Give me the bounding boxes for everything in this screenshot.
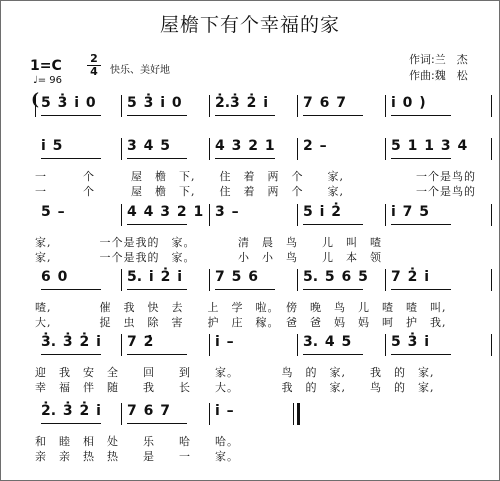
measure-notes: 5 i 2̇ [303, 204, 342, 220]
notation-row [1, 403, 499, 467]
lyric-line: 和 睦 相 处 乐 哈 哈。 [35, 435, 239, 448]
beam-underline [215, 289, 275, 290]
meter-bottom: 4 [90, 65, 98, 78]
beam-underline [41, 354, 101, 355]
measure-notes: i – [215, 403, 234, 419]
intro-bracket: ( [31, 90, 40, 110]
measure-notes: i 7 5 [391, 204, 430, 220]
measure-notes: 5. i 2̇ i [127, 269, 183, 285]
bar-line [297, 334, 298, 356]
bar-line [209, 403, 210, 425]
bar-line [121, 403, 122, 425]
beam-underline [303, 289, 363, 290]
beam-underline [41, 115, 101, 116]
bar-line [297, 204, 298, 226]
lyricist-credit: 作词:兰 杰 [409, 53, 468, 66]
bar-line [121, 95, 122, 117]
measure-notes: 5 – [41, 204, 65, 220]
bar-line [385, 334, 386, 356]
measure-notes: 7 5 6 [215, 269, 258, 285]
measure-notes: 5 3̇ i 0 [127, 95, 182, 111]
beam-underline [41, 158, 101, 159]
beam-underline [215, 158, 275, 159]
bar-line [209, 204, 210, 226]
measure-notes: 3 – [215, 204, 239, 220]
measure-notes: 7 6 7 [127, 403, 170, 419]
time-signature [87, 53, 101, 77]
measure-notes: i 5 [41, 138, 63, 154]
final-bar-line-thin [293, 403, 294, 425]
measure-notes: 5. 5 6 5 [303, 269, 368, 285]
bar-line [297, 269, 298, 291]
measure-notes: 4 4 3 2 1 [127, 204, 204, 220]
bar-line [121, 334, 122, 356]
notation-row [1, 269, 499, 333]
measure-notes: 5 1 1 3 4 [391, 138, 468, 154]
beam-underline [391, 224, 451, 225]
bar-line [491, 204, 492, 226]
bar-line [491, 334, 492, 356]
beam-underline [41, 423, 101, 424]
lyric-line: 家, 一个是我的 家。 小 小 鸟 儿 本 领 [35, 251, 382, 264]
bar-line [385, 95, 386, 117]
expression-marking: 快乐、美好地 [110, 65, 170, 76]
key-signature: 1=C [30, 58, 62, 74]
beam-underline [303, 115, 363, 116]
measure-notes: i 0 ) [391, 95, 426, 111]
notation-row [1, 334, 499, 398]
bar-line [121, 204, 122, 226]
measure-notes: 5 3̇ i 0 [41, 95, 96, 111]
bar-line [385, 269, 386, 291]
bar-line [209, 138, 210, 160]
beam-underline [303, 224, 363, 225]
measure-notes: i – [215, 334, 234, 350]
lyric-line: 家, 一个是我的 家。 清 晨 鸟 儿 叫 喳 [35, 236, 382, 249]
lyric-line: 一 个 屋 檐 下, 住 着 两 个 家, 一个是鸟的 [35, 185, 476, 198]
measure-notes: 7 2̇ i [391, 269, 430, 285]
beam-underline [41, 289, 101, 290]
notation-row [1, 204, 499, 268]
beam-underline [303, 354, 363, 355]
notation-row [1, 138, 499, 202]
beam-underline [127, 115, 187, 116]
bar-line [209, 269, 210, 291]
bar-line [491, 95, 492, 117]
measure-notes: 2 – [303, 138, 327, 154]
measure-notes: 3. 4 5 [303, 334, 352, 350]
beam-underline [391, 158, 451, 159]
measure-notes: 4 3 2 1 [215, 138, 275, 154]
measure-notes: 2̇. 3̇ 2̇ i [41, 403, 101, 419]
lyric-line: 亲 亲 热 热 是 一 家。 [35, 450, 239, 463]
final-bar-line [297, 403, 300, 425]
bar-line [121, 269, 122, 291]
measure-notes: 7 2̇ [127, 334, 154, 350]
beam-underline [215, 115, 275, 116]
beam-underline [127, 289, 187, 290]
measure-notes: 2̇.3̇ 2̇ i [215, 95, 269, 111]
lyric-line: 大, 捉 虫 除 害 护 庄 稼。 爸 爸 妈 妈 呵 护 我, [35, 316, 447, 329]
measure-notes: 5 3̇ i [391, 334, 430, 350]
song-title: 屋檐下有个幸福的家 [159, 14, 340, 36]
measure-notes: 6 0 [41, 269, 68, 285]
bar-line [385, 138, 386, 160]
lyric-line: 一 个 屋 檐 下, 住 着 两 个 家, 一个是鸟的 [35, 170, 476, 183]
bar-line [491, 269, 492, 291]
beam-underline [127, 158, 187, 159]
bar-line [297, 138, 298, 160]
beam-underline [127, 224, 187, 225]
bar-line [491, 138, 492, 160]
bar-line [385, 204, 386, 226]
lyric-line: 迎 我 安 全 回 到 家。 鸟 的 家, 我 的 家, [35, 366, 435, 379]
lyric-line: 喳, 催 我 快 去 上 学 啦。 傍 晚 鸟 儿 喳 喳 叫, [35, 301, 447, 314]
bar-line [121, 138, 122, 160]
measure-notes: 7 6 7 [303, 95, 346, 111]
bar-line [209, 334, 210, 356]
beam-underline [391, 354, 451, 355]
beam-underline [127, 423, 187, 424]
measure-notes: 3 4 5 [127, 138, 170, 154]
composer-credit: 作曲:魏 松 [409, 69, 468, 82]
beam-underline [127, 354, 187, 355]
lyric-line: 幸 福 伴 随 我 长 大。 我 的 家, 鸟 的 家, [35, 381, 435, 394]
measure-notes: 3̇. 3̇ 2̇ i [41, 334, 101, 350]
bar-line [209, 95, 210, 117]
beam-underline [391, 115, 451, 116]
bar-line [297, 95, 298, 117]
meter-top: 2 [87, 53, 101, 66]
beam-underline [391, 289, 451, 290]
tempo-marking: ♩= 96 [33, 75, 62, 86]
